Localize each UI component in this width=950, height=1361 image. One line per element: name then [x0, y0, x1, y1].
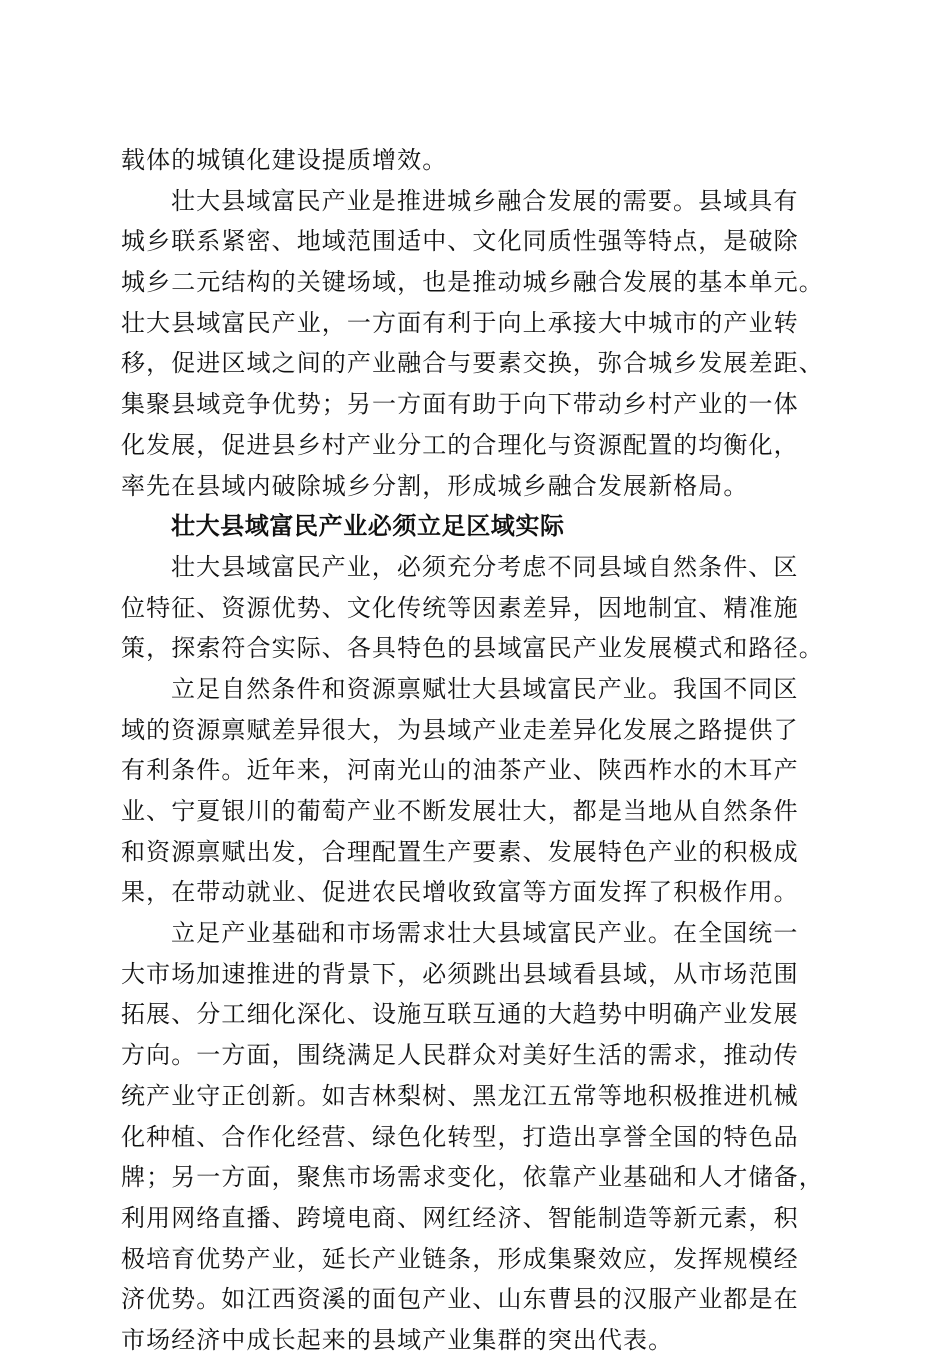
body-text-line: 济优势。如江西资溪的面包产业、山东曹县的汉服产业都是在 — [121, 1285, 799, 1314]
paragraph-first-line: 立足自然条件和资源禀赋壮大县域富民产业。我国不同区 — [171, 674, 799, 703]
body-text-line: 壮大县域富民产业，一方面有利于向上承接大中城市的产业转 — [121, 308, 799, 337]
body-text-line: 果，在带动就业、促进农民增收致富等方面发挥了积极作用。 — [121, 878, 799, 907]
body-text-line: 策，探索符合实际、各具特色的县域富民产业发展模式和路径。 — [121, 634, 824, 663]
paragraph-first-line: 壮大县域富民产业是推进城乡融合发展的需要。县域具有 — [171, 186, 799, 215]
section-heading: 壮大县域富民产业必须立足区域实际 — [171, 512, 565, 541]
body-text-line: 有利条件。近年来，河南光山的油茶产业、陕西柞水的木耳产 — [121, 756, 799, 785]
body-text-line: 和资源禀赋出发，合理配置生产要素、发展特色产业的积极成 — [121, 837, 799, 866]
body-text-line: 化种植、合作化经营、绿色化转型，打造出享誉全国的特色品 — [121, 1122, 799, 1151]
body-text-line: 城乡二元结构的关键场域，也是推动城乡融合发展的基本单元。 — [121, 268, 824, 297]
body-text-line: 移，促进区域之间的产业融合与要素交换，弥合城乡发展差距、 — [121, 349, 824, 378]
body-text-line: 极培育优势产业，延长产业链条，形成集聚效应，发挥规模经 — [121, 1244, 799, 1273]
body-text-line: 方向。一方面，围绕满足人民群众对美好生活的需求，推动传 — [121, 1041, 799, 1070]
body-text-line: 率先在县域内破除城乡分割，形成城乡融合发展新格局。 — [121, 471, 749, 500]
paragraph-first-line: 壮大县域富民产业，必须充分考虑不同县域自然条件、区 — [171, 552, 799, 581]
body-text-line: 域的资源禀赋差异很大，为县域产业走差异化发展之路提供了 — [121, 715, 799, 744]
paragraph-first-line: 立足产业基础和市场需求壮大县域富民产业。在全国统一 — [171, 919, 799, 948]
body-text-line: 统产业守正创新。如吉林梨树、黑龙江五常等地积极推进机械 — [121, 1081, 799, 1110]
document-body — [121, 140, 833, 1361]
body-text-line: 市场经济中成长起来的县域产业集群的突出代表。 — [121, 1325, 674, 1354]
body-text-line: 载体的城镇化建设提质增效。 — [121, 146, 448, 174]
body-text-line: 化发展，促进县乡村产业分工的合理化与资源配置的均衡化， — [121, 430, 799, 459]
body-text-line: 城乡联系紧密、地域范围适中、文化同质性强等特点，是破除 — [121, 227, 799, 256]
body-text-line: 牌；另一方面，聚焦市场需求变化，依靠产业基础和人才储备， — [121, 1163, 824, 1192]
body-text-line: 业、宁夏银川的葡萄产业不断发展壮大，都是当地从自然条件 — [121, 797, 799, 825]
body-text-line: 拓展、分工细化深化、设施互联互通的大趋势中明确产业发展 — [121, 1000, 799, 1029]
body-text-line: 位特征、资源优势、文化传统等因素差异，因地制宜、精准施 — [121, 593, 799, 622]
body-text-line: 集聚县域竞争优势；另一方面有助于向下带动乡村产业的一体 — [121, 390, 799, 419]
body-text-line: 利用网络直播、跨境电商、网红经济、智能制造等新元素，积 — [121, 1203, 799, 1232]
body-text-line: 大市场加速推进的背景下，必须跳出县域看县域，从市场范围 — [121, 959, 799, 988]
